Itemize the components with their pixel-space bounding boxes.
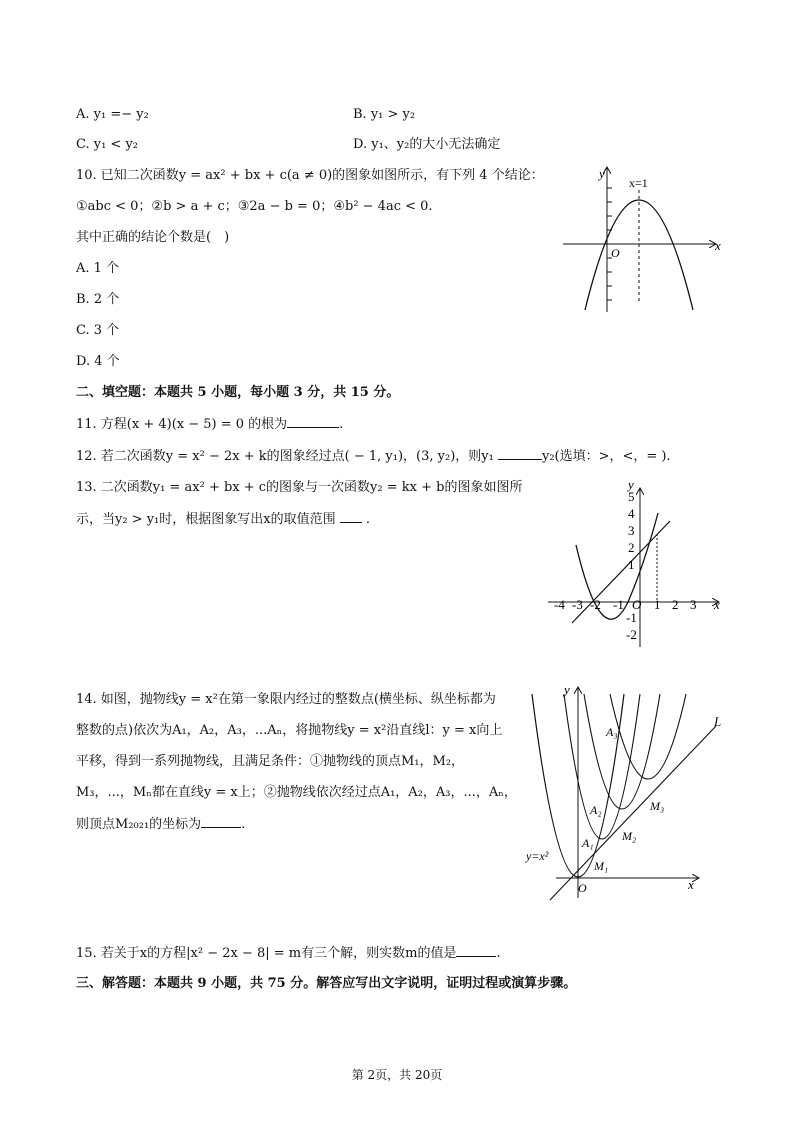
q13-line2 [76, 510, 370, 529]
x-label: x [714, 597, 720, 612]
origin-label: O [611, 246, 620, 260]
svg-text:-2: -2 [590, 597, 601, 612]
q13-text: 示，当y₂ > y₁时，根据图象写出x的取值范围 [76, 512, 336, 527]
q9-option-a: A. y₁ =− y₂ [76, 107, 149, 122]
svg-text:3: 3 [690, 597, 697, 612]
y-label: y [628, 477, 634, 492]
x-label: x [688, 877, 694, 892]
svg-text:4: 4 [628, 506, 635, 521]
m2-label: M₂ [622, 829, 637, 843]
q11 [76, 415, 343, 434]
svg-text:2: 2 [672, 597, 679, 612]
x-label: x [715, 238, 721, 253]
svg-text:5: 5 [628, 489, 635, 504]
q15-answer-blank[interactable] [456, 944, 496, 957]
q10-option-d: D. 4 个 [76, 354, 120, 369]
svg-text:-1: -1 [626, 610, 637, 625]
a1-label: A₁ [582, 836, 594, 850]
q9-option-c: C. y₁ < y₂ [76, 137, 139, 152]
q14-line3: 平移，得到一系列抛物线，且满足条件：①抛物线的顶点M₁，M₂， [76, 754, 465, 769]
q10-question: 其中正确的结论个数是( ) [76, 230, 230, 245]
q12-answer-blank[interactable] [498, 447, 542, 460]
svg-text:2: 2 [628, 540, 635, 555]
q14-answer-blank[interactable] [201, 815, 241, 828]
svg-text:-4: -4 [554, 597, 565, 612]
q15-text: 15. 若关于x的方程|x² − 2x − 8| = m有三个解，则实数m的值是 [76, 946, 457, 961]
q9-option-d: D. y₁、y₂的大小无法确定 [353, 137, 501, 152]
q14-line2: 整数的点)依次为A₁，A₂，A₃，...Aₙ，将抛物线y = x²沿直线l：y = x向上 [76, 723, 503, 738]
a2-label: A₂ [590, 803, 602, 817]
parabola-m3 [610, 694, 686, 779]
q13-end: . [365, 512, 371, 527]
section-2-heading: 二、填空题：本题共 5 小题，每小题 3 分，共 15 分。 [76, 385, 400, 400]
q15 [76, 944, 501, 963]
svg-text:-3: -3 [572, 597, 583, 612]
q11-end: . [339, 417, 344, 432]
a3-label: A₃ [606, 725, 618, 739]
q14-parabolas-figure [526, 680, 731, 900]
origin-label: O [632, 597, 642, 612]
q10-option-a: A. 1 个 [76, 261, 120, 276]
l-label: L [714, 714, 722, 729]
q13-line1: 13. 二次函数y₁ = ax² + bx + c的图象与一次函数y₂ = kx + b的图象如图所 [76, 480, 523, 495]
q14-line4: M₃，...，Mₙ都在直线y = x上；②抛物线依次经过点A₁，A₂，A₃，...，Aₙ， [76, 785, 517, 800]
q13-graph-figure [538, 477, 728, 650]
m1-label: M₁ [594, 859, 609, 873]
svg-text:3: 3 [628, 523, 635, 538]
q9-option-b: B. y₁ > y₂ [353, 107, 416, 122]
y-label: y [564, 682, 570, 697]
q10-conclusions: ①abc < 0；②b > a + c；③2a − b = 0；④b² − 4ac < 0. [76, 199, 433, 214]
q13-answer-blank[interactable] [340, 510, 362, 523]
y-tick-labels [626, 489, 637, 642]
equation-label: y=x² [526, 849, 549, 863]
q12-text: 12. 若二次函数y = x² − 2x + k的图象经过点( − 1, y₁)，(3, y₂)，则y₁ [76, 449, 498, 464]
svg-text:-1: -1 [613, 597, 624, 612]
y-label: y [599, 166, 605, 181]
q10-option-c: C. 3 个 [76, 323, 120, 338]
q12 [76, 447, 671, 466]
q15-end: . [496, 946, 501, 961]
q14-end: . [241, 817, 246, 832]
axis-label: x=1 [629, 176, 648, 190]
q12-end: y₂(选填：>，<，= ). [541, 449, 671, 464]
page-footer: 第 2页，共 20页 [351, 1068, 443, 1082]
q11-text: 11. 方程(x + 4)(x − 5) = 0 的根为 [76, 417, 288, 432]
q14-line1: 14. 如图，抛物线y = x²在第一象限内经过的整数点(横坐标、纵坐标都为 [76, 692, 496, 707]
svg-text:-2: -2 [626, 627, 637, 642]
q10-parabola-figure [555, 160, 735, 320]
m3-label: M₃ [650, 799, 665, 813]
section-3-heading: 三、解答题：本题共 9 小题，共 75 分。解答应写出文字说明，证明过程或演算步骤。 [76, 976, 577, 991]
q14-text: 则顶点M₂₀₂₁的坐标为 [76, 817, 202, 832]
q14-line5 [76, 815, 245, 834]
q10-stem: 10. 已知二次函数y = ax² + bx + c(a ≠ 0)的图象如图所示，有下列 4 个结论： [76, 168, 544, 183]
svg-text:1: 1 [628, 557, 635, 572]
q10-option-b: B. 2 个 [76, 292, 120, 307]
svg-text:1: 1 [654, 597, 661, 612]
q11-answer-blank[interactable] [287, 415, 339, 428]
line-l [550, 726, 716, 900]
origin-label: O [578, 881, 587, 895]
